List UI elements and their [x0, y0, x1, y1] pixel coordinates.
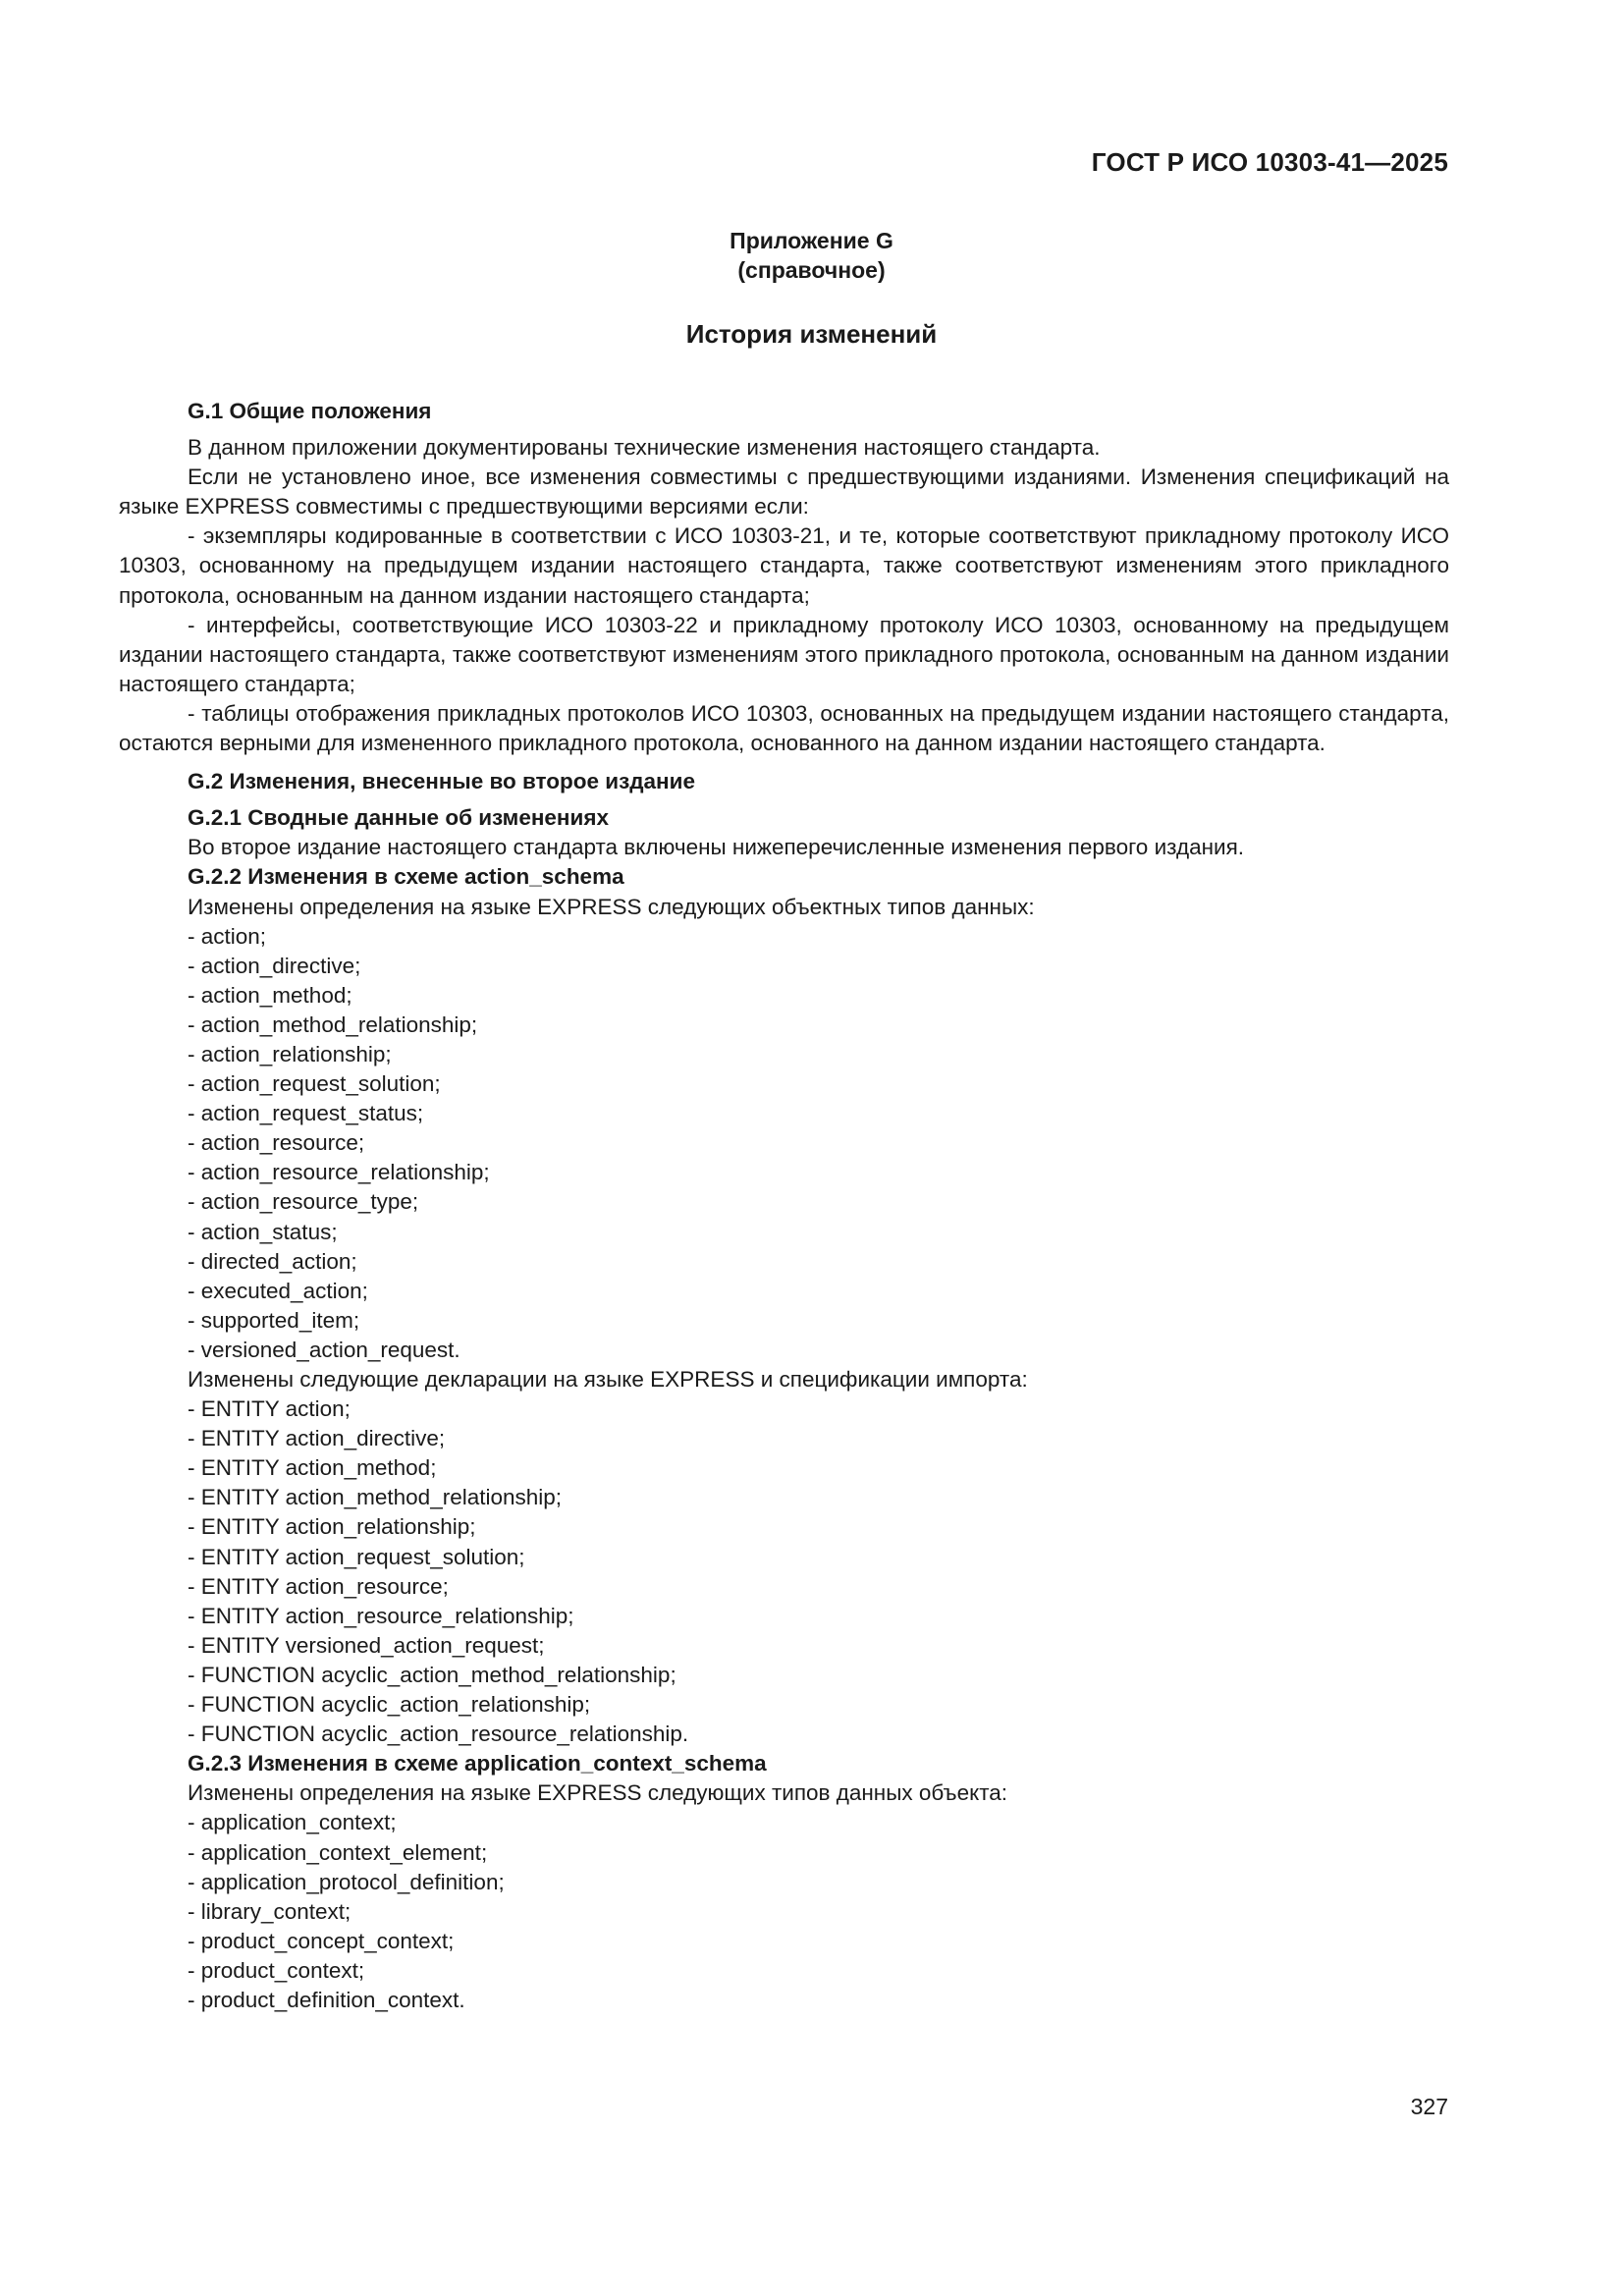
list-item: - FUNCTION acyclic_action_relationship; — [188, 1692, 591, 1718]
list-item: - ENTITY versioned_action_request; — [188, 1632, 545, 1658]
list-item: - ENTITY action; — [188, 1396, 351, 1422]
list-g22-declarations — [119, 1394, 1449, 1749]
list-item: - ENTITY action_method_relationship; — [188, 1485, 563, 1510]
list-item: - action_directive; — [188, 953, 361, 978]
list-item: - action_status; — [188, 1219, 338, 1244]
list-item: - ENTITY action_request_solution; — [188, 1544, 525, 1569]
list-item: - action_request_solution; — [188, 1071, 441, 1097]
list-item: - versioned_action_request. — [188, 1337, 460, 1362]
list-item: - ENTITY action_relationship; — [188, 1514, 476, 1540]
paragraph: В данном приложении документированы технические изменения настоящего стандарта. — [188, 435, 1101, 461]
subsection-heading-g22: G.2.2 Изменения в схеме action_schema — [188, 864, 624, 890]
list-item: - application_context; — [188, 1810, 397, 1835]
list-item: - action_resource_type; — [188, 1189, 419, 1215]
list-item: - application_protocol_definition; — [188, 1869, 505, 1894]
list-g23-types — [119, 1808, 1449, 2015]
paragraph: - интерфейсы, соответствующие ИСО 10303-22 и прикладному протоколу ИСО 10303, основанному на предыдущем издании настоящего стандарта, также соответствуют изменениям этого прикладного протокола, основанным на данном издании настоящего стандарта; — [119, 612, 1449, 696]
paragraph: Если не установлено иное, все изменения совместимы с предшествующими изданиями. Изменения спецификаций на языке EXPRESS совместимы с предшествующими версиями если: — [119, 465, 1449, 519]
annex-label: Приложение G — [730, 228, 893, 253]
list-item: - ENTITY action_directive; — [188, 1426, 446, 1451]
list-item: - application_context_element; — [188, 1839, 488, 1865]
subsection-heading-g23: G.2.3 Изменения в схеме application_context_schema — [188, 1751, 767, 1777]
list-item: - executed_action; — [188, 1278, 368, 1303]
list-g22-types — [119, 922, 1449, 1365]
page-number: 327 — [1410, 2094, 1448, 2119]
document-body — [119, 397, 1449, 2015]
list-item: - ENTITY action_resource_relationship; — [188, 1603, 574, 1628]
list-item: - ENTITY action_resource; — [188, 1573, 449, 1599]
list-item: - action_resource_relationship; — [188, 1160, 490, 1185]
annex-heading — [0, 226, 1623, 285]
list-item: - action_resource; — [188, 1130, 365, 1156]
list-item: - action_relationship; — [188, 1041, 392, 1066]
list-item: - action_method; — [188, 982, 352, 1008]
list-item: - library_context; — [188, 1898, 352, 1924]
paragraph: Изменены определения на языке EXPRESS следующих типов данных объекта: — [188, 1780, 1008, 1806]
list-item: - supported_item; — [188, 1307, 360, 1333]
section-heading-g1: G.1 Общие положения — [188, 399, 432, 423]
list-item: - directed_action; — [188, 1248, 357, 1274]
paragraph: Во второе издание настоящего стандарта включены нижеперечисленные изменения первого издания. — [188, 835, 1245, 860]
paragraph: - таблицы отображения прикладных протоколов ИСО 10303, основанных на предыдущем издании настоящего стандарта, остаются верными для измененного прикладного протокола, основанного на данном издании настоящего стандарта. — [119, 700, 1449, 756]
annex-kind: (справочное) — [737, 257, 886, 283]
document-designation: ГОСТ Р ИСО 10303-41—2025 — [1091, 147, 1448, 177]
list-item: - action_request_status; — [188, 1101, 424, 1126]
list-item: - product_concept_context; — [188, 1928, 455, 1953]
list-item: - action_method_relationship; — [188, 1011, 478, 1037]
list-item: - product_context; — [188, 1957, 365, 1983]
list-item: - action; — [188, 923, 267, 949]
list-item: - ENTITY action_method; — [188, 1455, 437, 1481]
list-item: - FUNCTION acyclic_action_method_relationship; — [188, 1662, 676, 1687]
list-item: - FUNCTION acyclic_action_resource_relationship. — [188, 1722, 689, 1747]
section-heading-g2: G.2 Изменения, внесенные во второе издание — [188, 769, 695, 794]
list-item: - product_definition_context. — [188, 1987, 465, 2012]
subsection-heading-g21: G.2.1 Сводные данные об изменениях — [188, 805, 609, 831]
paragraph: - экземпляры кодированные в соответствии с ИСО 10303-21, и те, которые соответствуют прикладному протоколу ИСО 10303, основанному на предыдущем издании настоящего стандарта, также соответствуют изменениям этого прикладного протокола, основанным на данном издании настоящего стандарта; — [119, 523, 1449, 608]
annex-title: История изменений — [685, 319, 938, 349]
paragraph: Изменены следующие декларации на языке EXPRESS и спецификации импорта: — [188, 1367, 1028, 1392]
paragraph: Изменены определения на языке EXPRESS следующих объектных типов данных: — [188, 894, 1035, 919]
